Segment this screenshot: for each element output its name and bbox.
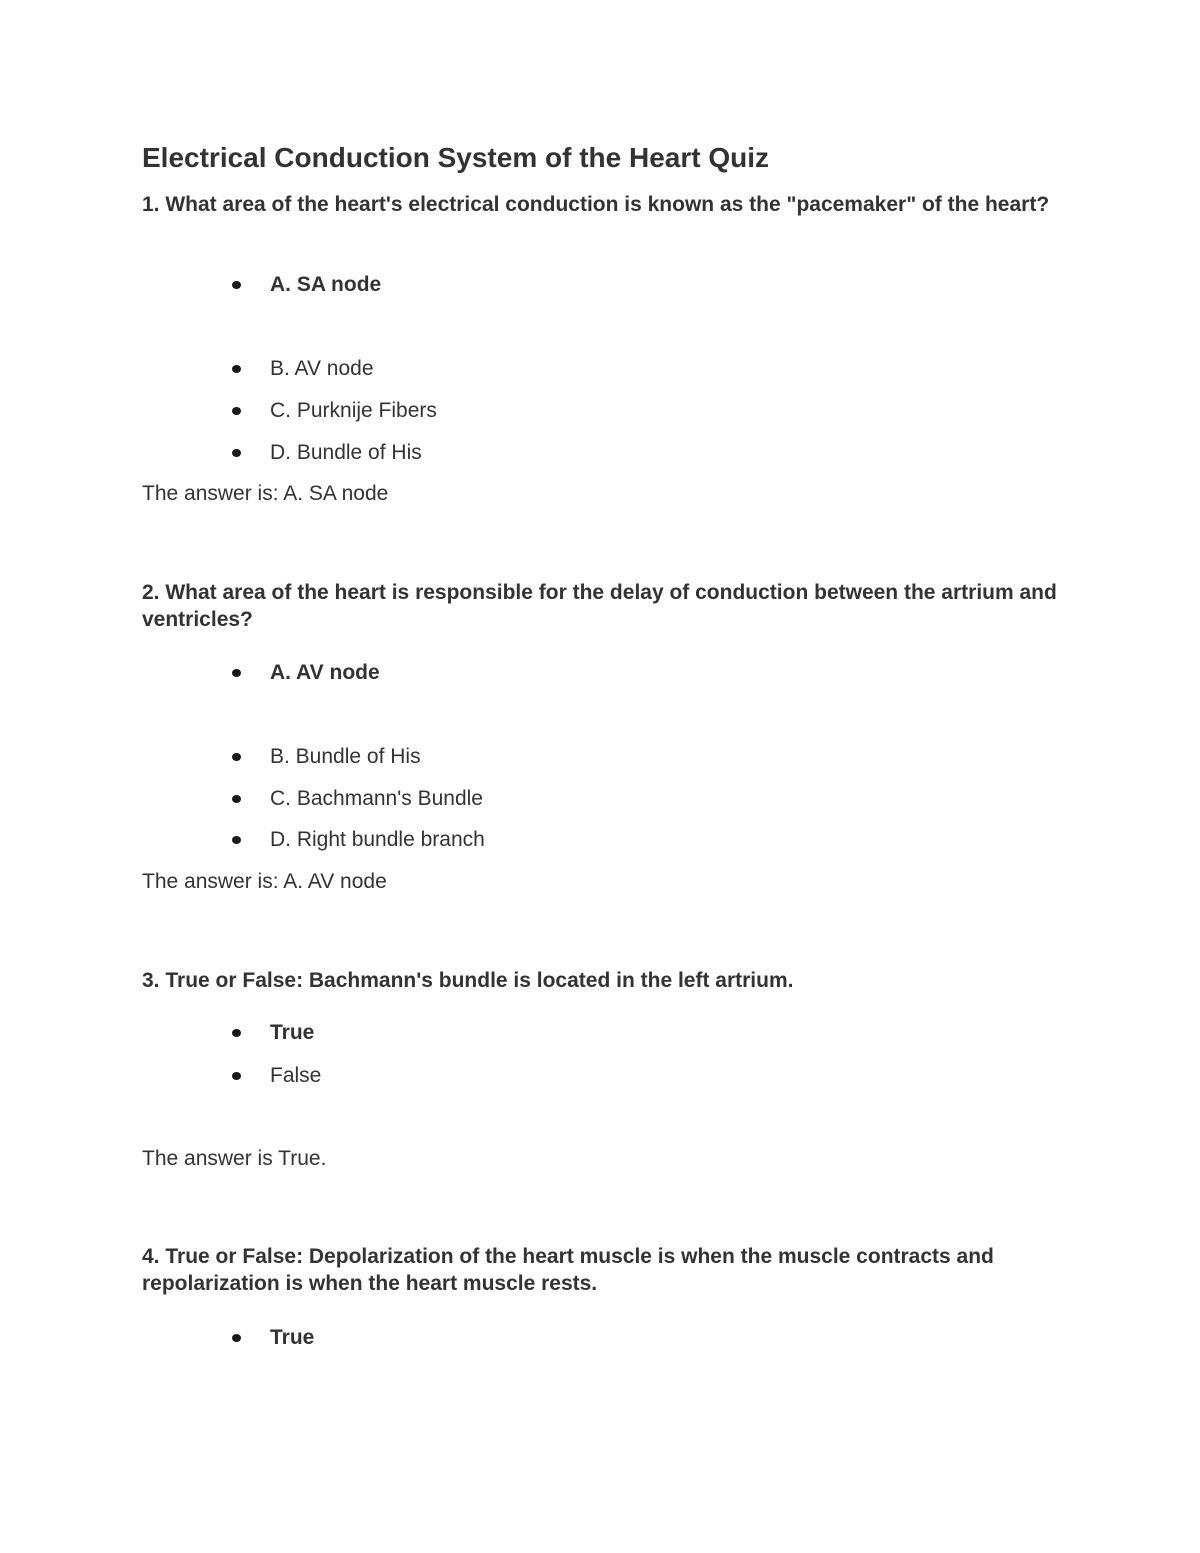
question-2-answer: The answer is: A. AV node [142, 870, 387, 893]
option-label: D. Bundle of His [270, 441, 422, 464]
bullet-icon [232, 795, 241, 803]
question-1-answer: The answer is: A. SA node [142, 482, 389, 505]
option-label: D. Right bundle branch [270, 828, 485, 851]
question-2-option-b [232, 744, 421, 770]
option-label: B. Bundle of His [270, 745, 421, 768]
question-2-option-a [232, 660, 380, 686]
bullet-icon [232, 669, 241, 677]
question-1-text: 1. What area of the heart's electrical conduction is known as the "pacemaker" of the heart? [142, 193, 1050, 216]
bullet-icon [232, 753, 241, 761]
question-3-text: 3. True or False: Bachmann's bundle is located in the left artrium. [142, 969, 794, 992]
question-2-text: 2. What area of the heart is responsible for the delay of conduction between the artrium and ventricles? [142, 581, 1057, 631]
question-1-option-d [232, 440, 422, 466]
bullet-icon [232, 365, 241, 373]
bullet-icon [232, 281, 241, 289]
option-label: A. SA node [270, 273, 382, 296]
bullet-icon [232, 1029, 241, 1037]
question-4-text: 4. True or False: Depolarization of the heart muscle is when the muscle contracts and repolarization is when the heart muscle rests. [142, 1245, 994, 1295]
question-1-option-c [232, 398, 437, 424]
question-1-option-b [232, 356, 374, 382]
option-label: C. Purknije Fibers [270, 399, 437, 422]
question-3-answer: The answer is True. [142, 1147, 327, 1170]
question-3-option-true [232, 1020, 314, 1046]
question-3-option-false [232, 1063, 321, 1089]
option-label: True [270, 1021, 315, 1044]
page-title: Electrical Conduction System of the Heart Quiz [142, 142, 770, 173]
question-1-option-a [232, 272, 381, 298]
option-label: False [270, 1064, 322, 1087]
option-label: C. Bachmann's Bundle [270, 787, 483, 810]
question-4-option-true [232, 1325, 314, 1351]
bullet-icon [232, 836, 241, 844]
bullet-icon [232, 449, 241, 457]
option-label: A. AV node [270, 661, 380, 684]
question-2-option-c [232, 786, 483, 812]
bullet-icon [232, 1334, 241, 1342]
option-label: True [270, 1326, 315, 1349]
bullet-icon [232, 407, 241, 415]
bullet-icon [232, 1072, 241, 1080]
question-2-option-d [232, 827, 485, 853]
option-label: B. AV node [270, 357, 374, 380]
